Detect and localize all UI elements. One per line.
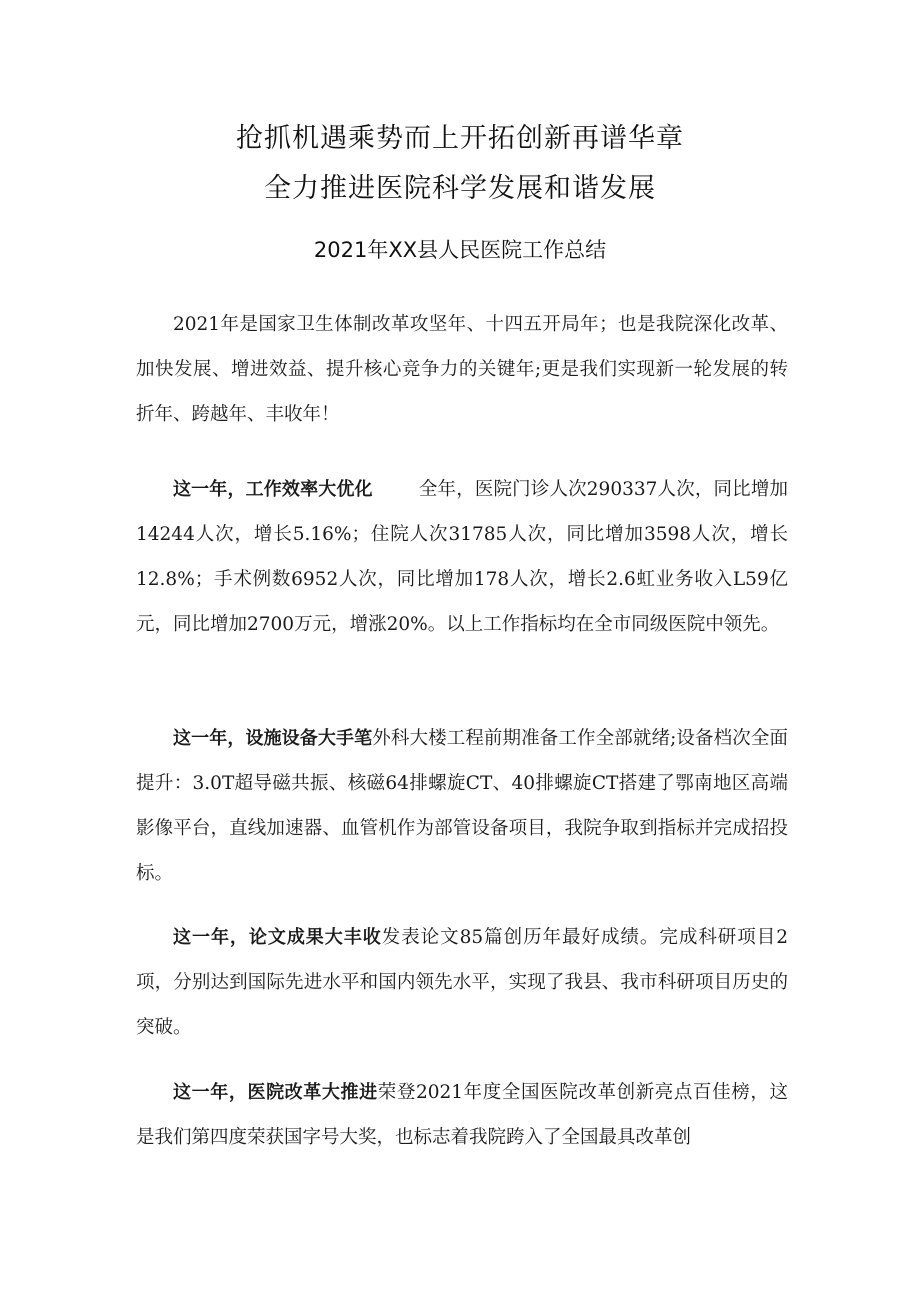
document-title-line-2: 全力推进医院科学发展和谐发展 xyxy=(264,173,656,204)
section-body: 外科大楼工程前期准备工作全部就绪;设备档次全面提升：3.0T超导磁共振、核磁64排螺旋CT、40排螺旋CT搭建了鄂南地区高端影像平台，直线加速器、血管机作为部管设备项目，我院争取到指标并完成招投标。 xyxy=(136,728,788,884)
document-subtitle: 2021年XX县人民医院工作总结 xyxy=(313,238,607,262)
section-lead: 这一年，工作效率大优化 xyxy=(173,479,373,500)
section-lead: 这一年，医院改革大推进 xyxy=(173,1082,378,1103)
section-paragraph-papers xyxy=(136,915,788,1050)
section-lead: 这一年，论文成果大丰收 xyxy=(173,927,382,948)
intro-paragraph: 2021年是国家卫生体制改革攻坚年、十四五开局年；也是我院深化改革、加快发展、增进效益、提升核心竞争力的关键年;更是我们实现新一轮发展的转折年、跨越年、丰收年！ xyxy=(136,314,788,425)
section-body: 荣登2021年度全国医院改革创新亮点百佳榜，这是我们第四度荣获国字号大奖，也标志着我院跨入了全国最具改革创 xyxy=(136,1082,788,1148)
section-body: 全年，医院门诊人次290337人次，同比增加14244人次，增长5.16%；住院人次31785人次，同比增加3598人次，增长12.8%；手术例数6952人次，同比增加178人次，增长2.6虹业务收入L59亿元，同比增加2700万元，增涨20%。以上工作指标均在全市同级医院中领先。 xyxy=(136,479,788,635)
section-paragraph-reform xyxy=(136,1070,788,1160)
section-body: 发表论文85篇创历年最好成绩。完成科研项目2项，分别达到国际先进水平和国内领先水平，实现了我县、我市科研项目历史的突破。 xyxy=(136,927,788,1038)
section-paragraph-facilities xyxy=(136,716,788,896)
section-paragraph-efficiency xyxy=(136,467,788,647)
document-title-line-1: 抢抓机遇乘势而上开拓创新再谱华章 xyxy=(236,123,684,154)
section-lead: 这一年，设施设备大手笔 xyxy=(173,728,373,749)
